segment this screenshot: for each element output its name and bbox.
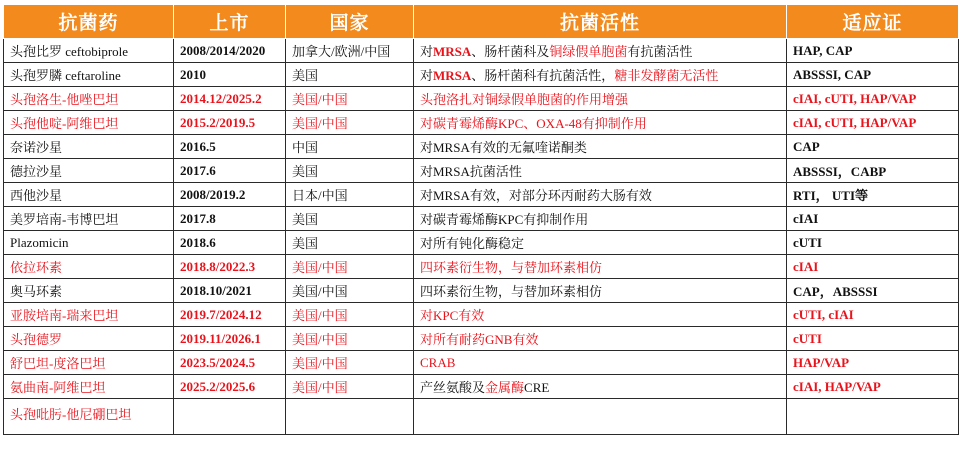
table-row	[4, 279, 959, 303]
activity-text: MRSA	[433, 44, 472, 59]
table-row	[4, 375, 959, 399]
drug-name-cell: 头孢德罗	[4, 327, 174, 351]
indication-cell: cIAI, cUTI, HAP/VAP	[787, 111, 959, 135]
header-activity: 抗菌活性	[414, 5, 787, 39]
drug-name-cell: 头孢他啶-阿维巴坦	[4, 111, 174, 135]
launch-date-cell: 2018.10/2021	[174, 279, 286, 303]
header-launch: 上市	[174, 5, 286, 39]
header-row	[4, 5, 959, 39]
table-row	[4, 183, 959, 207]
launch-date-cell: 2019.11/2026.1	[174, 327, 286, 351]
activity-text: 对	[420, 44, 434, 59]
table-row	[4, 255, 959, 279]
indication-cell: RTI， UTI等	[787, 183, 959, 207]
table-body	[4, 39, 959, 435]
activity-text: 对所有钝化酶稳定	[420, 236, 525, 251]
launch-date-cell: 2010	[174, 63, 286, 87]
activity-cell	[414, 279, 787, 303]
launch-date-cell: 2019.7/2024.12	[174, 303, 286, 327]
launch-date-cell: 2014.12/2025.2	[174, 87, 286, 111]
country-cell: 中国	[286, 135, 414, 159]
table-row	[4, 351, 959, 375]
indication-cell: ABSSSI, CAP	[787, 63, 959, 87]
antibiotic-table	[3, 4, 959, 435]
activity-cell	[414, 207, 787, 231]
activity-text: MRSA	[433, 68, 472, 83]
activity-cell	[414, 183, 787, 207]
country-cell: 美国	[286, 63, 414, 87]
table-row	[4, 63, 959, 87]
activity-text: 金属酶	[485, 380, 525, 395]
activity-cell	[414, 63, 787, 87]
launch-date-cell	[174, 399, 286, 435]
indication-cell: ABSSSI，CABP	[787, 159, 959, 183]
country-cell: 美国/中国	[286, 303, 414, 327]
table-row	[4, 207, 959, 231]
launch-date-cell: 2017.8	[174, 207, 286, 231]
country-cell	[286, 399, 414, 435]
country-cell: 美国/中国	[286, 351, 414, 375]
country-cell: 美国/中国	[286, 327, 414, 351]
activity-cell	[414, 375, 787, 399]
country-cell: 美国/中国	[286, 255, 414, 279]
drug-name-cell: Plazomicin	[4, 231, 174, 255]
indication-cell: HAP, CAP	[787, 39, 959, 63]
table-row	[4, 111, 959, 135]
drug-name-cell: 舒巴坦-度洛巴坦	[4, 351, 174, 375]
launch-date-cell: 2018.8/2022.3	[174, 255, 286, 279]
activity-text: 对MRSA抗菌活性	[420, 164, 522, 179]
activity-text: 对所有耐药GNB有效	[420, 332, 539, 347]
country-cell: 美国	[286, 207, 414, 231]
activity-text: 四环素衍生物，与替加环素相仿	[420, 260, 603, 275]
activity-text: 、肠杆菌科有抗菌活性，	[471, 68, 615, 83]
launch-date-cell: 2025.2/2025.6	[174, 375, 286, 399]
indication-cell: cUTI	[787, 327, 959, 351]
launch-date-cell: 2008/2019.2	[174, 183, 286, 207]
drug-name-cell: 美罗培南-韦博巴坦	[4, 207, 174, 231]
header-indication: 适应证	[787, 5, 959, 39]
activity-cell	[414, 87, 787, 111]
indication-cell: cIAI, HAP/VAP	[787, 375, 959, 399]
drug-name-cell: 氨曲南-阿维巴坦	[4, 375, 174, 399]
activity-text: 铜绿假单胞菌	[549, 44, 628, 59]
table-row	[4, 399, 959, 435]
indication-cell: cIAI, cUTI, HAP/VAP	[787, 87, 959, 111]
drug-name-cell: 奥马环素	[4, 279, 174, 303]
country-cell: 美国	[286, 231, 414, 255]
indication-cell: HAP/VAP	[787, 351, 959, 375]
country-cell: 美国	[286, 159, 414, 183]
activity-text: 产丝氨酸及	[420, 380, 486, 395]
launch-date-cell: 2016.5	[174, 135, 286, 159]
launch-date-cell: 2017.6	[174, 159, 286, 183]
activity-cell	[414, 327, 787, 351]
activity-text: 对KPC有效	[420, 308, 485, 323]
activity-text: 对碳青霉烯酶KPC、OXA-48有抑制作用	[420, 116, 647, 131]
drug-name-cell: 西他沙星	[4, 183, 174, 207]
activity-text: 对MRSA有效，对部分环丙耐药大肠有效	[420, 188, 652, 203]
drug-name-cell: 头孢吡肟-他尼硼巴坦	[4, 399, 174, 435]
activity-cell	[414, 39, 787, 63]
activity-cell	[414, 303, 787, 327]
activity-text: 糖非发酵菌无活性	[614, 68, 719, 83]
header-drug: 抗菌药	[4, 5, 174, 39]
activity-text: 有抗菌活性	[627, 44, 693, 59]
activity-cell	[414, 111, 787, 135]
indication-cell: CAP	[787, 135, 959, 159]
launch-date-cell: 2015.2/2019.5	[174, 111, 286, 135]
country-cell: 美国/中国	[286, 87, 414, 111]
indication-cell: cUTI	[787, 231, 959, 255]
activity-cell	[414, 231, 787, 255]
drug-name-cell: 德拉沙星	[4, 159, 174, 183]
header-country: 国家	[286, 5, 414, 39]
drug-name-cell: 亚胺培南-瑞来巴坦	[4, 303, 174, 327]
activity-cell	[414, 351, 787, 375]
country-cell: 日本/中国	[286, 183, 414, 207]
activity-text: 头孢洛扎对铜绿假单胞菌的作用增强	[420, 92, 629, 107]
country-cell: 美国/中国	[286, 279, 414, 303]
indication-cell: cIAI	[787, 255, 959, 279]
drug-name-cell: 头孢洛生-他唑巴坦	[4, 87, 174, 111]
indication-cell: CAP，ABSSSI	[787, 279, 959, 303]
drug-name-cell: 头孢罗膦 ceftaroline	[4, 63, 174, 87]
indication-cell	[787, 399, 959, 435]
indication-cell: cUTI, cIAI	[787, 303, 959, 327]
drug-name-cell: 头孢比罗 ceftobiprole	[4, 39, 174, 63]
activity-text: CRAB	[420, 354, 456, 370]
activity-cell	[414, 399, 787, 435]
country-cell: 美国/中国	[286, 111, 414, 135]
country-cell: 加拿大/欧洲/中国	[286, 39, 414, 63]
table-row	[4, 87, 959, 111]
table-row	[4, 39, 959, 63]
activity-text: 对	[420, 68, 434, 83]
activity-text: 对MRSA有效的无氟喹诺酮类	[420, 140, 587, 155]
activity-text: 四环素衍生物，与替加环素相仿	[420, 284, 603, 299]
table-row	[4, 231, 959, 255]
table-row	[4, 135, 959, 159]
indication-cell: cIAI	[787, 207, 959, 231]
activity-cell	[414, 135, 787, 159]
launch-date-cell: 2018.6	[174, 231, 286, 255]
table-row	[4, 327, 959, 351]
activity-cell	[414, 159, 787, 183]
launch-date-cell: 2008/2014/2020	[174, 39, 286, 63]
country-cell: 美国/中国	[286, 375, 414, 399]
drug-name-cell: 依拉环素	[4, 255, 174, 279]
table-row	[4, 159, 959, 183]
table-row	[4, 303, 959, 327]
activity-cell	[414, 255, 787, 279]
drug-name-cell: 奈诺沙星	[4, 135, 174, 159]
launch-date-cell: 2023.5/2024.5	[174, 351, 286, 375]
activity-text: CRE	[524, 380, 550, 395]
activity-text: 、肠杆菌科及	[471, 44, 550, 59]
activity-text: 对碳青霉烯酶KPC有抑制作用	[420, 212, 589, 227]
